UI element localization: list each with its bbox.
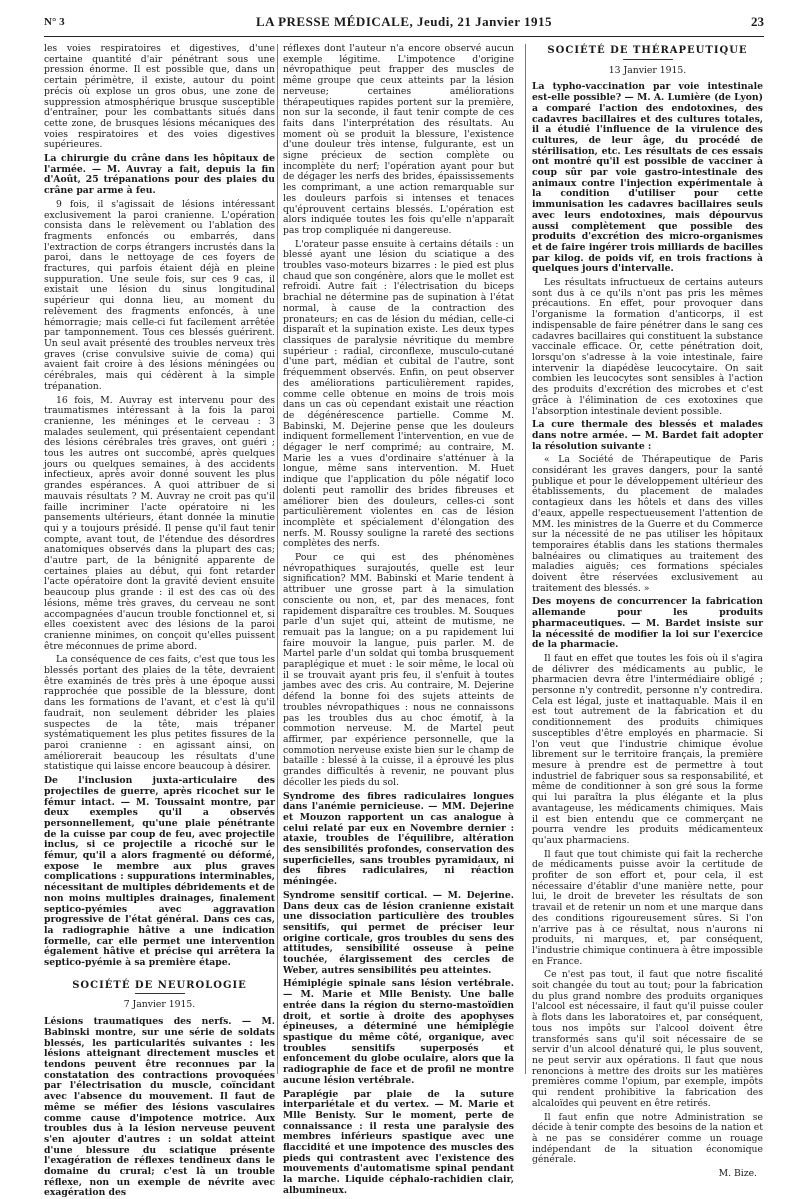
paragraph: 16 fois, M. Auvray est intervenu pour des traumatismes intéressant à la fois la paroi cranienne, les méninges et le cerveau : 3 malades seulement, qui présentaient cependant des lésions cérébrales très graves, ont guéri ; tous les autres ont succombé, après quelques jours ou quelques semaines, à des accidents infectieux, après avoir donné souvent les plus grandes espérances. A quoi attribuer de si mauvais résultats ? M. Auvray ne croit pas qu'il faille incriminer l'acte opératoire ni les pansements ultérieurs, étant donnée la minutie qui y a toujours présidé. Il pense qu'il faut tenir compte, avant tout, de l'étendue des désordres anatomiques observés dans la plupart des cas; d'autre part, de la bénignité apparente de certaines plaies au début, qui font retarder l'acte opératoire dont la gravité devient ensuite beaucoup plus grande : il est des cas où des lésions, même très graves, du cerveau ne sont accompagnées d'aucun trouble fonctionnel et, si elles coexistent avec des lésions de la paroi cranienne minimes, on conçoit qu'elles puissent être méconnues de prime abord. [44, 394, 275, 652]
paragraph: Les résultats infructueux de certains auteurs sont dus à ce qu'ils n'ont pas pris les mêmes précautions. En effet, pour provoquer dans l'organisme la formation d'anticorps, il est indispensable de faire pénétrer dans le sang ces cadavres bacillaires qui constituent la substance vaccinale efficace. Or, cette pénétration doit, lorsqu'on s'adresse à la voie intestinale, faire intervenir la diapédèse leucocytaire. On sait combien les leucocytes sont sensibles à l'action des produits d'excrétion des microbes et c'est grâce à l'élimination de ces exotoxines que l'absorption intestinale devient possible. [532, 277, 763, 417]
paragraph: La conséquence de ces faits, c'est que tous les blessés portant des plaies de la tête, devraient être examinés de très près à une époque aussi rapprochée que possible de la blessure, dont dans les formations de l'avant, et c'est là qu'il faudrait, non seulement débrider les plaies suspectes de la tête, mais trépaner systématiquement les plus petites fissures de la paroi cranienne : en agissant ainsi, on améliorerait beaucoup les résultats d'une statistique qui laisse encore beaucoup à désirer. [44, 654, 275, 773]
issue-number: N° 3 [44, 16, 65, 28]
paragraph: L'orateur passe ensuite à certains détails : un blessé ayant une lésion du sciatique a des troubles vaso-moteurs bizarres : le pied est plus chaud que son congénère, alors que le mollet est refroidi. Autre fait : l'électrisation du biceps brachial ne détermine pas de supination à l'état normal, à cause de la contraction des pronateurs; en cas de lésion du médian, celle-ci disparaît et la supination existe. Les deux types classiques de paralysie névritique du membre supérieur : radial, circonflexe, musculo-cutané d'une part, médian et cubital de l'autre, sont fréquemment observés. Enfin, on peut observer des améliorations particulièrement rapides, comme celle obtenue en moins de trois mois dans un cas où cependant existait une réaction de dégénérescence partielle. Comme M. Babinski, M. Dejerine pense que les douleurs indiquent formellement l'intervention, en vue de dégager le nerf comprimé; au contraire, M. Marie les a vues d'ordinaire s'atténuer à la longue, même sans intervention. M. Huet indique que l'application du pôle négatif loco dolenti peut ramollir des brides fibreuses et améliorer bien des douleurs, celles-ci sont particulièrement violentes en cas de lésion incomplète et spécialement d'élongation des nerfs. M. Roussy souligne la rareté des sections complètes des nerfs. [283, 238, 514, 550]
paragraph: réflexes dont l'auteur n'a encore observé aucun exemple légitime. L'impotence d'origine névropathique peut frapper des muscles de même groupe que ceux atteints par la lésion nerveuse; certaines améliorations thérapeutiques rapides portent sur la première, non sur la seconde, il faut tenir compte de ces faits dans l'interprétation des résultats. Au moment où se produit la blessure, l'existence d'une douleur très intense, fulgurante, est un signe précieux de section complète ou incomplète du nerf; l'opération ayant pour but de dégager les nerfs des brides, épaississements les comprimant, a une action remarquable sur les douleurs parfois si intenses et tenaces qu'éprouvent certains blessés. L'opération est alors indiquée toutes les fois qu'elle n'apparaît pas trop compliquée ni dangereuse. [283, 43, 514, 236]
article-heading-sensitif: Syndrome sensitif cortical. — M. Dejerine. Dans deux cas de lésion cranienne existait une dissociation particulière des troubles sensitifs, qui permet de préciser leur origine corticale, gros troubles du sens des attitudes, sensibilité osseuse à peine touchée, élargissement des cercles de Weber, autres sensibilités peu atteintes. [283, 889, 514, 976]
column-divider [525, 44, 526, 1074]
paragraph: Pour ce qui est des phénomènes névropathiques surajoutés, quelle est leur signification? MM. Babinski et Marie tendent à attribuer une grosse part à la simulation consciente ou non, et, par des menaces, font rapidement disparaître ces troubles. M. Souques parle d'un sujet qui, atteint de mutisme, ne remuait pas la langue; on a pu rapidement lui faire mouvoir la langue, puis parler. M. de Martel parle d'un soldat qui tomba brusquement paraplégique et muet : le soir même, le local où il se trouvait ayant pris feu, il s'enfuit à toutes jambes avec des cris. Au contraire, M. Dejerine défend la bonne foi des sujets atteints de troubles névropathiques : nous ne connaissons pas les troubles dus au choc émotif, à la commotion nerveuse. M. de Martel peut affirmer, par expérience personnelle, que la commotion nerveuse existe bien sur le champ de bataille : blessé à la cuisse, il a éprouvé les plus grandes difficultés à revenir, ne pouvant plus décoller les pieds du sol. [283, 552, 514, 788]
article-heading-cure-thermale: La cure thermale des blessés et malades dans notre armée. — M. Bardet fait adopter la résolution suivante : [532, 419, 763, 452]
article-heading-babinski: Lésions traumatiques des nerfs. — M. Babinski montre, sur une série de soldats blessés, les particularités suivantes : les lésions atteignant directement muscles et tendons peuvent être reconnues par la constatation des contractions provoquées par l'électrisation du muscle, coïncidant avec l'absence du mouvement. Il faut de même se méfier des lésions vasculaires comme cause d'impotence motrice. Aux troubles dus à la lésion nerveuse peuvent s'en ajouter d'autres : un soldat atteint d'une blessure du sciatique présente l'exagération de réflexes tendineux dans le domaine du crural; c'est là un trouble réflexe, non un exemple de névrite avec exagération des [44, 1016, 275, 1199]
header-rule [44, 36, 764, 37]
column-divider [277, 44, 278, 1074]
session-date: 7 Janvier 1915. [123, 999, 196, 1011]
article-heading-auvray: La chirurgie du crâne dans les hôpitaux de l'armée. — M. Auvray a fait, depuis la fin d'Août, 25 trépanations pour des plaies du crâne par arme à feu. [44, 153, 275, 197]
article-heading-fabrication: Des moyens de concurrencer la fabrication allemande pour les produits pharmaceutiques. — M. Bardet insiste sur la nécessité de modifier la loi sur l'exercice de la pharmacie. [532, 596, 763, 651]
column-3 [532, 44, 763, 1180]
article-heading-paraplegie: Paraplégie par plaie de la suture interpariétale et du vertex. — M. Marie et Mlle Benisty. Sur le moment, perte de connaissance : il resta une paralysie des membres inférieurs spastique avec une flaccidité et une impotence des muscles des pieds qui contrastent avec l'existence des mouvements d'automatisme spinal pendant la marche. Liquide céphalo-rachidien clair, albumineux. [283, 1088, 514, 1196]
article-heading-hemiplegie: Hémiplégie spinale sans lésion vertébrale. — M. Marie et Mlle Benisty. Une balle entrée dans la région du sterno-mastoïdien droit, et sortie à droite des apophyses épineuses, a déterminé une hémiplégie spastique du même côté, organique, avec troubles sensitifs superposés et enfoncement du globe oculaire, alors que la radiographie de face et de profil ne montre aucune lésion vertébrale. [283, 978, 514, 1086]
paragraph: Il faut enfin que notre Administration se décide à tenir compte des besoins de la nation et à ne pas se considérer comme un rouage indépendant de la situation économique générale. [532, 1111, 763, 1166]
paragraph: 9 fois, il s'agissait de lésions intéressant exclusivement la paroi cranienne. L'opération consista dans le relèvement ou l'ablation des fragments enfoncés ou embarrés, dans l'extraction de corps étrangers incrustés dans la paroi, dans le nettoyage de ces foyers de fractures, qui parfois étaient déjà en pleine suppuration. Une seule fois, sur ces 9 cas, il existait une lésion du sinus longitudinal supérieur qui donna lieu, au moment du relèvement des fragments enfoncés, à une hémorragie; mais celle-ci fut facilement arrêtée par tamponnement. Tous ces blessés guérirent. Un seul avait présenté des troubles nerveux très graves (crise convulsive suivie de coma) qui avaient fait croire à des lésions méningées ou cérébrales, mais qui cédèrent à la simple trépanation. [44, 198, 275, 392]
author-signature: M. Bize. [718, 1168, 757, 1180]
session-date: 13 Janvier 1915. [608, 64, 687, 76]
section-title-neurologie: SOCIÉTÉ DE NEUROLOGIE [72, 979, 247, 991]
column-1 [44, 43, 275, 1199]
paragraph: Il faut en effet que toutes les fois où il s'agira de délivrer des médicaments au public, le pharmacien devra être l'intermédiaire obligé ; personne n'y contredit, personne n'y contredira. Cela est légal, juste et inattaquable. Mais il en est tout autrement de la fabrication et du conditionnement des produits chimiques susceptibles d'être employés en pharmacie. Si l'on veut que l'industrie chimique évolue librement sur le territoire français, la première mesure à prendre est de permettre à tout industriel de fabriquer sous sa responsabilité, et même de conditionner à son gré sous la forme qui lui paraîtra la plus élégante et la plus avantageuse, les médicaments chimiques. Mais il est bien entendu que ce commerçant ne pourra vendre les produits médicamenteux qu'aux pharmaciens. [532, 652, 763, 846]
journal-title: LA PRESSE MÉDICALE, Jeudi, 21 Janvier 1915 [256, 14, 552, 29]
paragraph: Il faut que tout chimiste qui fait la recherche de médicaments puisse avoir la certitude de profiter de son effort et, pour cela, il est nécessaire d'établir d'une manière nette, pour lui, le droit de breveter les résultats de son travail et de retenir un nom et une marque dans des conditions rigoureusement sûres. Si l'on n'arrive pas à ce résultat, nous n'aurons ni produits, ni marques, et, par conséquent, l'industrie chimique continuera à être impossible en France. [532, 848, 763, 967]
page-number: 23 [751, 14, 764, 29]
section-rule [135, 993, 185, 994]
column-2 [283, 43, 514, 1196]
paragraph: « La Société de Thérapeutique de Paris considérant les graves dangers, pour la santé publique et pour le développement ultérieur des établissements, du placement de malades contagieux dans les hôtels et dans des villes d'eaux, appelle respectueusement l'attention de MM. les ministres de la Guerre et du Commerce sur la nécessité de ne pas utiliser les hôpitaux temporaires établis dans les stations thermales balnéaires ou climatiques au traitement des maladies aiguës; ces formations spéciales doivent être réservées exclusivement au traitement des blessés. » [532, 454, 763, 594]
article-heading-toussaint: De l'inclusion juxta-articulaire des projectiles de guerre, après ricochet sur le fémur intact. — M. Toussaint montre, par deux exemples qu'il a observés personnellement, qu'une plaie pénétrante de la cuisse par coup de feu, avec projectile inclus, si ce projectile a ricoché sur le fémur, qu'il a alors fragmenté ou déformé, expose le membre aux plus graves complications : suppurations interminables, nécessitant de multiples débridements et de non moins multiples drainages, finalement septico-pyémies avec aggravation progressive de l'état général. Dans ces cas, la radiographie hâtive a une indication formelle, car elle permet une intervention également hâtive et précise qui arrêtera la septico-pyémie à sa première étape. [44, 775, 275, 969]
article-heading-anemie: Syndrome des fibres radiculaires longues dans l'anémie pernicieuse. — MM. Dejerine et Mouzon rapportent un cas analogue à celui relaté par eux en Novembre dernier : ataxie, troubles de l'équilibre, altération des sensibilités profondes, conservation des superficielles, sans troubles pyramidaux, ni des fibres radiculaires, ni réaction méningée. [283, 790, 514, 888]
paragraph: Ce n'est pas tout, il faut que notre fiscalité soit changée du tout au tout; pour la fabrication du plus grand nombre des produits organiques l'alcool est nécessaire, il faut qu'il puisse couler à flots dans les laboratoires et, par conséquent, tous nos impôts sur l'alcool doivent être transformés sans qu'il soit nécessaire de se servir d'un alcool dénaturé qui, le plus souvent, ne peut servir aux opérations. Il faut que nous renoncions à mettre des droits sur les matières premières comme l'opium, par exemple, impôts qui rendent prohibitive la fabrication des alcaloïdes qui peuvent en être retirés. [532, 969, 763, 1109]
page-header [44, 12, 764, 32]
paragraph: les voies respiratoires et digestives, d'une certaine quantité d'air pénétrant sous une pression énorme. Il est possible que, dans un certain périmètre, il existe, autour du point précis où explose un gros obus, une zone de suppression atmosphérique brusque susceptible d'entraîner, pour les combattants situés dans cette zone, de brusques lésions mécaniques des voies respiratoires et des voies digestives supérieures. [44, 43, 275, 151]
article-heading-typho: La typho-vaccination par voie intestinale est-elle possible? — M. A. Lumière (de Lyon) a comparé l'action des endotoxines, des cadavres bacillaires et des cultures totales, il a étudié l'influence de la virulence des cultures, de leur âge, du procédé de stérilisation, etc. Les résultats de ces essais ont montré qu'il est possible de vacciner à coup sûr par voie gastro-intestinale des animaux contre l'injection expérimentale à la condition d'utiliser pour cette immunisation les cadavres bacillaires seuls avec leurs endotoxines, mais dépourvus aussi complètement que possible des produits d'excrétion des micro-organismes et de faire ingérer trois milliards de bacilles par kilog. de poids vif, en trois fractions à quelques jours d'intervalle. [532, 81, 763, 275]
section-title-therapeutique: SOCIÉTÉ DE THÉRAPEUTIQUE [547, 45, 748, 56]
section-rule [623, 59, 673, 60]
